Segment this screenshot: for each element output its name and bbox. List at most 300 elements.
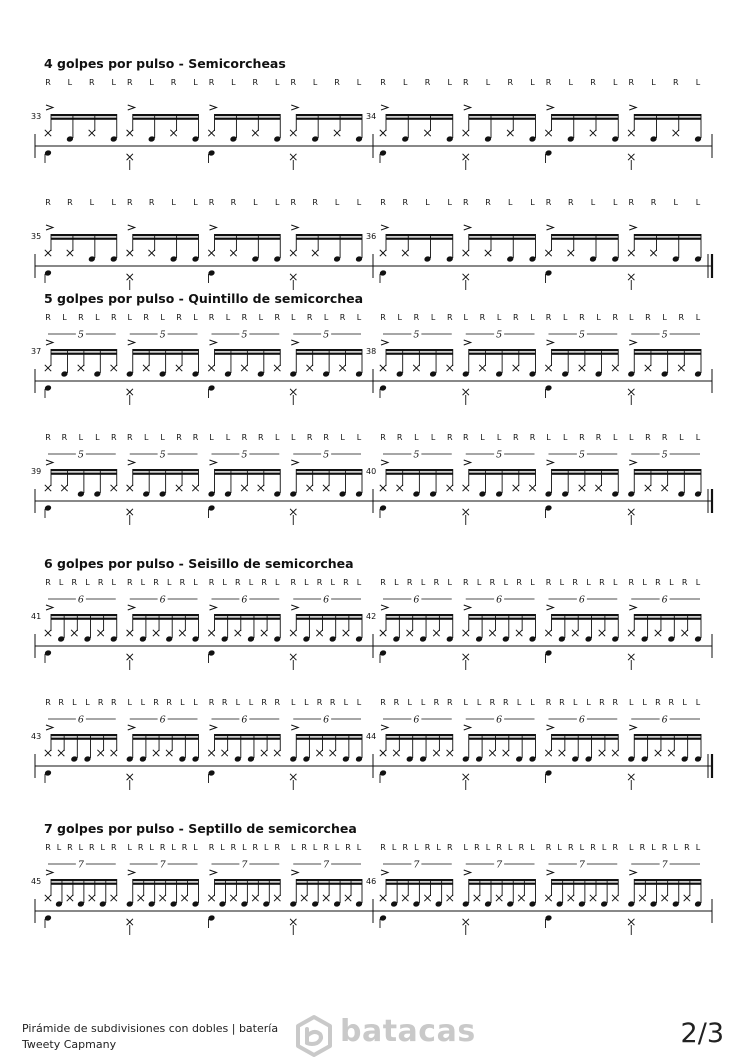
sticking-letter: L [586, 698, 591, 707]
tuplet-number: 7 [578, 859, 585, 871]
beam [386, 238, 453, 240]
hihat-x-note [290, 130, 296, 136]
hihat-x-note [402, 895, 408, 901]
sticking-letter: L [463, 843, 468, 852]
sticking-letter: L [673, 198, 678, 207]
beam [552, 118, 619, 120]
tuplet-number: 5 [159, 329, 166, 341]
accent-mark [291, 460, 298, 465]
hihat-x-note [78, 365, 84, 371]
sticking-letter: L [149, 78, 154, 87]
hihat-x-note [241, 485, 247, 491]
sticking-letter: R [661, 843, 668, 852]
sticking-letter: R [572, 578, 578, 587]
sticking-letter: L [253, 198, 258, 207]
sticking-letter: R [485, 198, 491, 207]
sticking-letter: R [545, 578, 552, 587]
sticking-letter: R [71, 578, 78, 587]
beam [469, 114, 536, 116]
hihat-x-note [176, 365, 182, 371]
hihat-x-note [380, 750, 386, 756]
beam [296, 238, 362, 240]
hihat-x-note [261, 630, 267, 636]
beam [51, 114, 117, 116]
sticking-letter: L [231, 78, 236, 87]
beam [469, 614, 536, 616]
beam [215, 614, 281, 616]
hihat-x-note [221, 750, 227, 756]
sticking-letter: L [275, 78, 280, 87]
accent-mark [381, 340, 388, 345]
sticking-letter: L [613, 578, 618, 587]
sticking-letter: L [304, 578, 309, 587]
sticking-letter: R [518, 843, 525, 852]
sticking-letter: R [126, 578, 133, 587]
sticking-letter: R [301, 843, 307, 852]
sticking-letter: R [208, 78, 215, 87]
tuplet-number: 6 [77, 594, 84, 606]
hihat-x-note [380, 895, 386, 901]
sticking-letter: L [530, 843, 535, 852]
hihat-foot-note [463, 154, 469, 160]
hihat-x-note [474, 895, 480, 901]
sticking-letter: R [380, 313, 386, 322]
sticking-letter: R [513, 433, 519, 442]
tuplet-number: 5 [496, 329, 503, 341]
sticking-letter: R [402, 843, 409, 852]
tuplet-number: 5 [323, 329, 330, 341]
hihat-foot-note [628, 274, 634, 280]
sticking-letter: R [45, 578, 51, 587]
hihat-x-note [306, 365, 312, 371]
hihat-x-note [343, 630, 349, 636]
hihat-x-note [518, 895, 524, 901]
sticking-letter: L [629, 698, 634, 707]
sticking-letter: L [85, 698, 90, 707]
sticking-letter: L [436, 843, 441, 852]
sticking-letter: R [45, 433, 51, 442]
tuplet-number: 5 [578, 329, 585, 341]
hihat-x-note [681, 630, 687, 636]
sticking-letter: L [508, 198, 513, 207]
footer-title: Pirámide de subdivisiones con dobles | batería [22, 1022, 279, 1035]
hihat-x-note [529, 485, 535, 491]
sticking-letter: R [230, 198, 237, 207]
accent-mark [128, 605, 135, 610]
accent-mark [210, 105, 217, 110]
sticking-letter: R [612, 843, 619, 852]
hihat-x-note [650, 250, 656, 256]
sticking-letter: R [179, 578, 186, 587]
accent-mark [128, 725, 135, 730]
hihat-x-note [45, 250, 51, 256]
hihat-x-note [261, 750, 267, 756]
sticking-letter: L [193, 198, 198, 207]
beam [386, 738, 453, 740]
sticking-letter: L [679, 433, 684, 442]
sticking-letter: R [110, 313, 117, 322]
hihat-x-note [138, 895, 144, 901]
sticking-letter: R [513, 313, 519, 322]
beam [552, 114, 619, 116]
hihat-x-note [628, 250, 634, 256]
hihat-x-note [45, 750, 51, 756]
sticking-letter: R [559, 698, 565, 707]
sticking-letter: L [485, 843, 491, 852]
sticking-letter: L [463, 313, 468, 322]
hihat-x-note [252, 130, 258, 136]
sticking-letter: R [323, 433, 329, 442]
sticking-letter: L [193, 313, 198, 322]
hihat-x-note [143, 365, 149, 371]
hihat-x-note [127, 485, 133, 491]
sticking-letter: R [507, 78, 514, 87]
hihat-x-note [433, 750, 439, 756]
hihat-x-note [628, 130, 634, 136]
hihat-x-note [323, 485, 329, 491]
hihat-foot-note [628, 154, 634, 160]
sticking-letter: L [291, 698, 296, 707]
sticking-letter: L [127, 313, 132, 322]
sticking-letter: L [220, 843, 225, 852]
tuplet-number: 7 [661, 859, 668, 871]
hihat-x-note [590, 895, 596, 901]
sticking-letter: R [393, 698, 400, 707]
sticking-letter: L [562, 433, 568, 442]
sticking-letter: L [557, 843, 562, 852]
sticking-letter: L [127, 698, 132, 707]
sticking-letter: L [673, 843, 678, 852]
sticking-letter: R [380, 78, 386, 87]
sticking-letter: R [413, 313, 420, 322]
hihat-x-note [684, 895, 690, 901]
sticking-letter: R [208, 578, 215, 587]
hihat-foot-note [463, 919, 469, 925]
sticking-letter: L [568, 78, 573, 87]
measure-number: 37 [31, 347, 42, 356]
sticking-letter: L [111, 198, 116, 207]
hihat-foot-note [628, 654, 634, 660]
hihat-x-note [380, 485, 386, 491]
sticking-letter: R [424, 78, 431, 87]
sticking-letter: R [668, 698, 675, 707]
hihat-x-note [568, 895, 574, 901]
hihat-x-note [111, 485, 117, 491]
sticking-letter: L [562, 313, 568, 322]
hihat-x-note [433, 630, 439, 636]
sticking-letter: L [613, 198, 618, 207]
hihat-x-note [447, 750, 453, 756]
sticking-letter: R [489, 698, 496, 707]
tuplet-number: 5 [159, 449, 166, 461]
sticking-letter: L [225, 433, 231, 442]
hihat-x-note [599, 750, 605, 756]
sticking-letter: R [323, 843, 329, 852]
sticking-letter: R [110, 433, 117, 442]
sticking-letter: L [193, 698, 198, 707]
hihat-x-note [407, 630, 413, 636]
hihat-x-note [345, 895, 351, 901]
sticking-letter: L [356, 698, 362, 707]
sticking-letter: L [414, 433, 419, 442]
sticking-letter: L [343, 698, 349, 707]
sticking-letter: L [695, 578, 701, 587]
sticking-letter: R [639, 843, 646, 852]
sticking-letter: R [126, 198, 133, 207]
accent-mark [46, 340, 53, 345]
measure-number: 43 [31, 732, 42, 741]
beam [296, 118, 362, 120]
hihat-x-note [111, 895, 117, 901]
sticking-letter: L [695, 698, 701, 707]
sticking-letter: L [78, 843, 84, 852]
sticking-letter: R [89, 78, 95, 87]
sticking-letter: L [275, 433, 280, 442]
sticking-letter: L [291, 433, 296, 442]
hihat-x-note [645, 365, 651, 371]
hihat-x-note [612, 895, 618, 901]
sticking-letter: L [503, 578, 509, 587]
sticking-letter: R [661, 433, 668, 442]
hihat-x-note [208, 250, 214, 256]
tuplet-number: 6 [241, 594, 248, 606]
hihat-x-note [45, 485, 51, 491]
sticking-letter: L [496, 313, 502, 322]
hihat-x-note [545, 365, 551, 371]
sticking-letter: L [95, 313, 100, 322]
sticking-letter: R [446, 843, 453, 852]
sticking-letter: L [579, 843, 585, 852]
sticking-letter: L [414, 843, 419, 852]
sticking-letter: L [275, 198, 280, 207]
sticking-letter: L [420, 698, 426, 707]
sticking-letter: L [242, 843, 247, 852]
sticking-letter: L [258, 313, 264, 322]
sticking-letter: L [89, 198, 95, 207]
sticking-letter: L [95, 433, 100, 442]
hihat-x-note [424, 895, 430, 901]
tuplet-number: 6 [323, 714, 330, 726]
beam [386, 618, 453, 620]
beam [215, 618, 281, 620]
sticking-letter: R [329, 698, 336, 707]
sticking-letter: L [463, 698, 468, 707]
tuplet-number: 5 [661, 329, 668, 341]
accent-mark [381, 870, 388, 875]
hihat-x-note [45, 130, 51, 136]
sticking-letter: L [340, 433, 345, 442]
sticking-letter: R [97, 698, 104, 707]
sticking-letter: R [252, 843, 259, 852]
sticking-letter: L [695, 843, 701, 852]
sticking-letter: L [171, 843, 176, 852]
sticking-letter: L [530, 698, 535, 707]
sticking-letter: R [645, 313, 651, 322]
hihat-foot-note [290, 389, 296, 395]
tuplet-number: 5 [496, 449, 503, 461]
tuplet-number: 5 [77, 449, 84, 461]
beam [469, 118, 536, 120]
tuplet-number: 7 [159, 859, 166, 871]
hihat-x-note [545, 250, 551, 256]
hihat-x-note [111, 750, 117, 756]
sticking-letter: L [62, 313, 67, 322]
sticking-letter: R [274, 313, 281, 322]
hihat-x-note [513, 485, 519, 491]
measure-number: 38 [366, 347, 377, 356]
sticking-letter: L [420, 578, 426, 587]
sticking-letter: L [193, 78, 198, 87]
hihat-x-note [45, 895, 51, 901]
hihat-x-note [612, 750, 618, 756]
hihat-x-note [545, 750, 551, 756]
sticking-letter: R [126, 78, 133, 87]
sticking-letter: L [530, 78, 535, 87]
hihat-x-note [252, 895, 258, 901]
sticking-letter: L [480, 433, 485, 442]
measure-number: 40 [366, 467, 377, 476]
sticking-letter: L [166, 578, 172, 587]
sticking-letter: R [208, 843, 215, 852]
accent-mark [381, 605, 388, 610]
beam [51, 118, 117, 120]
sticking-letter: R [143, 313, 149, 322]
beam [296, 234, 362, 236]
hihat-x-note [208, 365, 214, 371]
hihat-x-note [396, 485, 402, 491]
hihat-foot-note [127, 154, 133, 160]
sticking-letter: L [291, 843, 296, 852]
beam [634, 734, 701, 736]
beam [469, 234, 536, 236]
measure-number: 36 [366, 232, 377, 241]
hihat-x-note [61, 485, 67, 491]
hihat-x-note [111, 365, 117, 371]
hihat-x-note [545, 130, 551, 136]
sticking-letter: L [682, 698, 687, 707]
sticking-letter: L [58, 578, 64, 587]
tuplet-number: 5 [77, 329, 84, 341]
sticking-letter: L [330, 578, 335, 587]
hihat-x-note [127, 630, 133, 636]
beam [296, 734, 362, 736]
accent-mark [46, 605, 53, 610]
hihat-foot-note [628, 389, 634, 395]
sticking-letter: R [474, 843, 480, 852]
hihat-x-note [485, 250, 491, 256]
hihat-x-note [513, 365, 519, 371]
accent-mark [128, 870, 135, 875]
hihat-x-note [628, 630, 634, 636]
beam [215, 234, 281, 236]
tuplet-number: 7 [241, 859, 248, 871]
sticking-letter: L [193, 578, 198, 587]
sticking-letter: R [312, 198, 318, 207]
beam [215, 118, 281, 120]
beam [552, 738, 619, 740]
sticking-letter: R [655, 698, 661, 707]
accent-mark [46, 225, 53, 230]
sticking-letter: R [424, 843, 431, 852]
hihat-x-note [380, 130, 386, 136]
sticking-letter: L [356, 578, 362, 587]
hihat-x-note [447, 485, 453, 491]
accent-mark [128, 460, 135, 465]
hihat-x-note [516, 630, 522, 636]
accent-mark [128, 340, 135, 345]
sticking-letter: R [590, 78, 596, 87]
sticking-letter: R [45, 698, 51, 707]
sticking-letter: L [425, 198, 430, 207]
sticking-letter: R [462, 578, 469, 587]
footer-author: Tweety Capmany [22, 1038, 117, 1051]
sticking-letter: L [312, 78, 318, 87]
hihat-x-note [595, 485, 601, 491]
accent-mark [464, 105, 471, 110]
hihat-foot-note [290, 509, 296, 515]
tuplet-number: 6 [413, 594, 420, 606]
accent-mark [381, 225, 388, 230]
accent-mark [46, 105, 53, 110]
accent-mark [210, 725, 217, 730]
sticking-letter: L [447, 578, 452, 587]
beam [51, 618, 117, 620]
sticking-letter: R [489, 578, 496, 587]
sticking-letter: R [241, 433, 248, 442]
beam [386, 114, 453, 116]
sticking-letter: R [446, 313, 453, 322]
sticking-letter: L [695, 198, 701, 207]
hihat-x-note [507, 130, 513, 136]
hihat-foot-note [127, 509, 133, 515]
beam [215, 114, 281, 116]
sticking-letter: R [159, 843, 166, 852]
beam [634, 118, 701, 120]
sticking-letter: R [396, 433, 403, 442]
accent-mark [210, 460, 217, 465]
hihat-x-note [463, 485, 469, 491]
accent-mark [547, 225, 554, 230]
sticking-letter: R [45, 198, 51, 207]
sticking-letter: R [684, 843, 690, 852]
sticking-letter: L [596, 313, 601, 322]
sticking-letter: R [258, 433, 264, 442]
hihat-x-note [559, 750, 565, 756]
tuplet-number: 6 [578, 714, 585, 726]
beam [133, 618, 199, 620]
accent-mark [381, 105, 388, 110]
accent-mark [291, 605, 298, 610]
sticking-letter: R [58, 698, 64, 707]
hihat-x-note [463, 130, 469, 136]
sticking-letter: L [394, 578, 399, 587]
hihat-x-note [316, 750, 322, 756]
hihat-x-note [97, 630, 103, 636]
beam [634, 114, 701, 116]
accent-mark [291, 340, 298, 345]
sticking-letter: R [503, 698, 509, 707]
hihat-x-note [290, 630, 296, 636]
sticking-letter: R [579, 313, 585, 322]
sticking-letter: L [248, 698, 254, 707]
sticking-letter: R [579, 433, 585, 442]
hihat-x-note [661, 485, 667, 491]
tuplet-number: 6 [159, 714, 166, 726]
batacas-logo-icon [292, 1014, 336, 1058]
sticking-letter: R [345, 843, 351, 852]
sticking-letter: L [56, 843, 62, 852]
sticking-letter: R [595, 433, 602, 442]
